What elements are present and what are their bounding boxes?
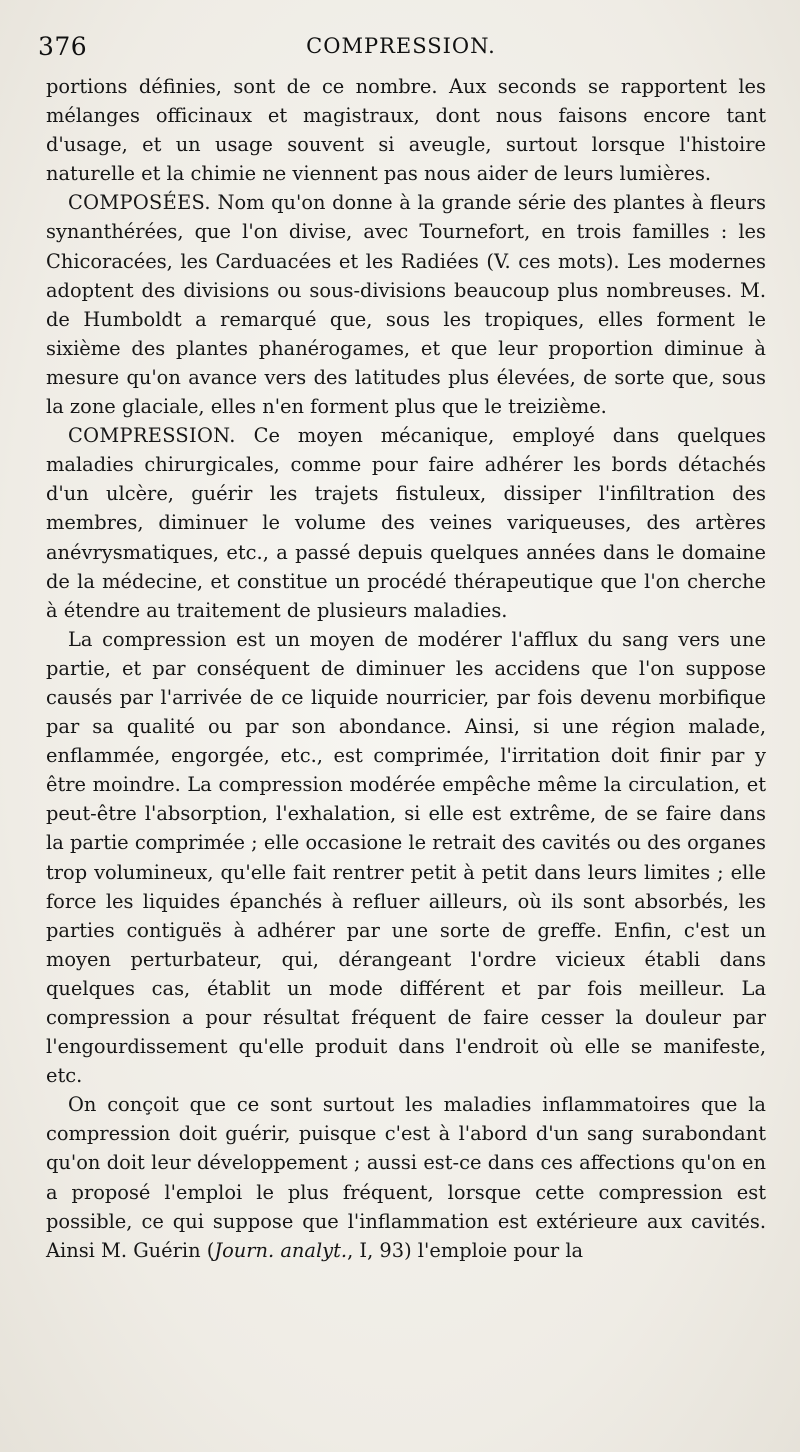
entry-headword: COMPOSÉES. <box>68 191 211 215</box>
journal-citation: Journ. analyt. <box>214 1238 348 1262</box>
entry-headword: COMPRESSION. <box>68 424 236 448</box>
paragraph-text-after: , I, 93) l'emploie pour la <box>347 1238 584 1262</box>
paragraph-text: portions définies, sont de ce nombre. Aux seconds se rapportent les mélanges officinaux et magistraux, dont nous faisons encore tant d'usage, et un usage souvent si aveugle, surtout lorsque l'histoire naturelle et la chimie ne viennent pas nous aider de leurs lumières. <box>46 75 766 186</box>
paragraph <box>46 1090 766 1265</box>
entry-compression <box>46 421 766 625</box>
body-text <box>46 72 766 1265</box>
entry-text: Nom qu'on donne à la grande série des plantes à fleurs synanthérées, que l'on divise, avec Tournefort, en trois familles : les Chicoracées, les Carduacées et les Radiées (V. ces mots). Les modernes adoptent des divisions ou sous-divisions beaucoup plus nombreuses. M. de Humboldt a remarqué que, sous les tropiques, elles forment le sixième des plantes phanérogames, et que leur proportion diminue à mesure qu'on avance vers des latitudes plus élevées, de sorte que, sous la zone glaciale, elles n'en forment plus que le treizième. <box>46 191 766 419</box>
running-head: COMPRESSION. <box>306 34 496 58</box>
paragraph-text: On conçoit que ce sont surtout les maladies inflammatoires que la compression doit guérir, puisque c'est à l'abord d'un sang surabondant qu'on doit leur développement ; aussi est-ce dans ces affections qu'on en a proposé l'emploi le plus fréquent, lorsque cette compression est possible, ce qui suppose que l'inflammation est extérieure aux cavités. Ainsi M. Guérin ( <box>46 1093 766 1262</box>
page-header <box>38 28 764 68</box>
paragraph-text: La compression est un moyen de modérer l'afflux du sang vers une partie, et par conséquent de diminuer les accidens que l'on suppose causés par l'arrivée de ce liquide nourricier, par fois devenu morbifique par sa qualité ou par son abondance. Ainsi, si une région malade, enflammée, engorgée, etc., est comprimée, l'irritation doit finir par y être moindre. La compression modérée empêche même la circulation, et peut-être l'absorption, l'exhalation, si elle est extrême, de se faire dans la partie comprimée ; elle occasione le retrait des cavités ou des organes trop volumineux, qu'elle fait rentrer petit à petit dans leurs limites ; elle force les liquides épanchés à refluer ailleurs, où ils sont absorbés, les parties contiguës à adhérer par une sorte de greffe. Enfin, c'est un moyen perturbateur, qui, dérangeant l'ordre vicieux établi dans quelques cas, établit un mode différent et par fois meilleur. La compression a pour résultat fréquent de faire cesser la douleur par l'engourdissement qu'elle produit dans l'endroit où elle se manifeste, etc. <box>46 627 766 1088</box>
paragraph-continued <box>46 72 766 188</box>
page-number: 376 <box>38 32 88 61</box>
entry-composees <box>46 188 766 421</box>
paragraph <box>46 625 766 1091</box>
entry-text: Ce moyen mécanique, employé dans quelques maladies chirurgicales, comme pour faire adhérer les bords détachés d'un ulcère, guérir les trajets fistuleux, dissiper l'infiltration des membres, diminuer le volume des veines variqueuses, des artères anévrysmatiques, etc., a passé depuis quelques années dans le domaine de la médecine, et constitue un procédé thérapeutique que l'on cherche à étendre au traitement de plusieurs maladies. <box>46 424 766 622</box>
